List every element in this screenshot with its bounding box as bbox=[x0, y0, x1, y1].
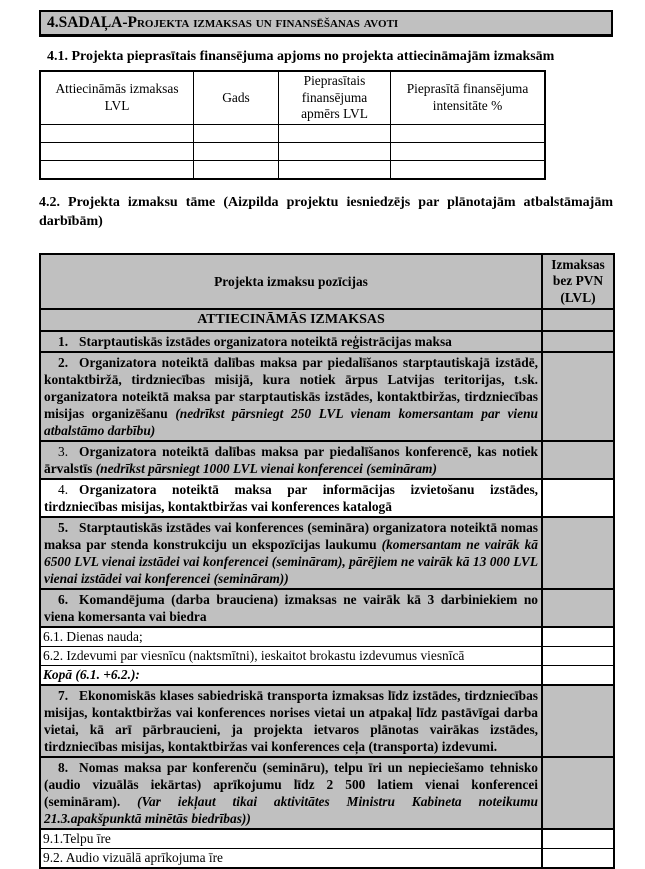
item-text: Starptautiskās izstādes organizatora noteiktā reģistrācijas maksa bbox=[79, 334, 452, 349]
cost-row-7 bbox=[40, 685, 614, 757]
input-cell-r1-izmaksas[interactable] bbox=[40, 124, 194, 142]
cost-row-total-text: Kopā (6.1. +6.2.): bbox=[40, 666, 542, 686]
col-header-izmaksu-pozicijas: Projekta izmaksu pozīcijas bbox=[40, 254, 542, 310]
cost-row-6-2-value-cell[interactable] bbox=[542, 647, 614, 666]
section-4-1-title: 4.1. Projekta pieprasītais finansējuma apjoms no projekta attiecināmajām izmaksām bbox=[47, 48, 613, 66]
financing-table-header-row bbox=[40, 71, 545, 124]
item-number: 7. bbox=[58, 688, 68, 703]
item-note-italic: (Var iekļaut tikai aktivitātes Ministru Kabineta noteikumu 21.3.apakšpunktā minētās biedrības)) bbox=[44, 794, 538, 826]
item-text: Organizatora noteiktā dalības maksa par piedalīšanos starptautiskajā izstādē, kontaktbiržā, tirdzniecības misijā, kura notiek ārpus Latvijas teritorijas, t.sk. organizatora noteiktā maksa par starptautiskās izstādes, kontaktbiržas, tirdzniecības misijas organizēšanu bbox=[44, 355, 538, 421]
cost-row-3 bbox=[40, 441, 614, 479]
cost-row-6 bbox=[40, 589, 614, 627]
item-text: Komandējuma (darba brauciena) izmaksas ne vairāk kā 3 darbiniekiem no viena komersanta vai biedra bbox=[44, 592, 538, 624]
item-note-italic: (nedrīkst pārsniegt 1000 LVL vienai konferencei (semināram) bbox=[96, 461, 437, 476]
cost-row-6-text bbox=[40, 589, 542, 627]
input-cell-r2-intensitate[interactable] bbox=[391, 142, 546, 160]
section-row-label: ATTIECINĀMĀS IZMAKSAS bbox=[40, 309, 542, 331]
cost-row-5 bbox=[40, 517, 614, 589]
cost-row-6-2-text: 6.2. Izdevumi par viesnīcu (naktsmītni), ieskaitot brokastu izdevumus viesnīcā bbox=[40, 647, 542, 666]
cost-row-9-1-value-cell[interactable] bbox=[542, 829, 614, 849]
input-cell-r2-izmaksas[interactable] bbox=[40, 142, 194, 160]
cost-row-6-1 bbox=[40, 627, 614, 647]
cost-row-2-text bbox=[40, 352, 542, 441]
cost-row-5-value-cell[interactable] bbox=[542, 517, 614, 589]
col-header-gads: Gads bbox=[194, 71, 279, 124]
cost-row-6-1-value-cell[interactable] bbox=[542, 627, 614, 647]
item-number: 5. bbox=[58, 520, 68, 535]
input-cell-r1-intensitate[interactable] bbox=[391, 124, 546, 142]
cost-row-1-value-cell[interactable] bbox=[542, 331, 614, 352]
cost-row-9-2 bbox=[40, 849, 614, 869]
cost-row-6-2 bbox=[40, 647, 614, 666]
item-number: 3. bbox=[58, 444, 68, 459]
input-cell-r3-apmers[interactable] bbox=[279, 160, 391, 179]
section-row-attiecinamas-izmaksas bbox=[40, 309, 614, 331]
cost-row-total-6 bbox=[40, 666, 614, 686]
cost-row-8-text bbox=[40, 757, 542, 829]
item-number: 6. bbox=[58, 592, 68, 607]
item-number: 1. bbox=[58, 334, 68, 349]
financing-amount-table bbox=[39, 70, 546, 180]
input-cell-r1-apmers[interactable] bbox=[279, 124, 391, 142]
item-note-italic: (nedrīkst pārsniegt 250 LVL vienam komersantam par vienu atbalstāmo darbību) bbox=[44, 406, 538, 438]
cost-row-8-value-cell[interactable] bbox=[542, 757, 614, 829]
col-header-izmaksas-bez-pvn: Izmaksas bez PVN (LVL) bbox=[542, 254, 614, 310]
cost-row-5-text bbox=[40, 517, 542, 589]
cost-row-2-value-cell[interactable] bbox=[542, 352, 614, 441]
col-header-finansejuma-intensitate: Pieprasītā finansējuma intensitāte % bbox=[391, 71, 546, 124]
item-note-italic: (komersantam ne vairāk kā 6500 LVL vienai izstādei vai konferencei (semināram), pārējiem ne vairāk kā 13 000 LVL vienai izstādei vai konferencei (semināram)) bbox=[44, 537, 538, 586]
cost-row-6-1-text: 6.1. Dienas nauda; bbox=[40, 627, 542, 647]
item-text: Organizatora noteiktā maksa par informācijas izvietošanu izstādes, tirdzniecības misijas, kontaktbiržas vai konferences katalogā bbox=[44, 482, 538, 514]
cost-table-header-row bbox=[40, 254, 614, 310]
cost-row-total-value-cell[interactable] bbox=[542, 666, 614, 686]
cost-row-3-text bbox=[40, 441, 542, 479]
input-cell-r2-gads[interactable] bbox=[194, 142, 279, 160]
cost-row-9-2-value-cell[interactable] bbox=[542, 849, 614, 869]
input-cell-r3-gads[interactable] bbox=[194, 160, 279, 179]
col-header-attiecinamas-izmaksas: Attiecināmās izmaksas LVL bbox=[40, 71, 194, 124]
cost-row-1-text bbox=[40, 331, 542, 352]
item-text: Ekonomiskās klases sabiedriskā transporta izmaksas līdz izstādes, tirdzniecības misijas, kontaktbiržas vai konferences norises vietai un atpakaļ līdz pastāvīgai darba vietai, kā arī pārbraucieni, ja projekta ietvaros plānotas vairākas izstādes, tirdzniecības misijas, kontaktbiržas vai konferences ceļa (transporta) izdevumi. bbox=[44, 688, 538, 754]
input-cell-r3-intensitate[interactable] bbox=[391, 160, 546, 179]
financing-table-row-3 bbox=[40, 160, 545, 179]
cost-row-7-text bbox=[40, 685, 542, 757]
section-4-header: 4.SADAĻA-Projekta izmaksas un finansēšanas avoti bbox=[39, 10, 613, 37]
section-row-value-cell bbox=[542, 309, 614, 331]
cost-row-4-text bbox=[40, 479, 542, 517]
cost-row-3-value-cell[interactable] bbox=[542, 441, 614, 479]
cost-row-2 bbox=[40, 352, 614, 441]
financing-table-row-2 bbox=[40, 142, 545, 160]
item-text: Starptautiskās izstādes vai konferences (semināra) organizatora noteiktā nomas maksa par stenda konstrukciju un ekspozīcijas laukumu bbox=[44, 520, 538, 552]
cost-row-8 bbox=[40, 757, 614, 829]
cost-row-9-1 bbox=[40, 829, 614, 849]
item-number: 8. bbox=[58, 760, 68, 775]
item-text: Nomas maksa par konferenču (semināru), telpu īri un nepieciešamo tehnisko (audio vizuālās iekārtas) aprīkojumu līdz 2 500 latiem vienai konferencei (semināram). bbox=[44, 760, 538, 809]
cost-row-4-value-cell[interactable] bbox=[542, 479, 614, 517]
item-number: 2. bbox=[58, 355, 68, 370]
cost-row-9-2-text: 9.2. Audio vizuālā aprīkojuma īre bbox=[40, 849, 542, 869]
input-cell-r1-gads[interactable] bbox=[194, 124, 279, 142]
item-text: Organizatora noteiktā dalības maksa par piedalīšanos konferencē, kas notiek ārvalstīs bbox=[44, 444, 538, 476]
input-cell-r2-apmers[interactable] bbox=[279, 142, 391, 160]
cost-row-1 bbox=[40, 331, 614, 352]
cost-estimate-table bbox=[39, 253, 615, 869]
financing-table-row-1 bbox=[40, 124, 545, 142]
cost-row-6-value-cell[interactable] bbox=[542, 589, 614, 627]
cost-row-4 bbox=[40, 479, 614, 517]
item-number: 4. bbox=[58, 482, 68, 497]
col-header-pieprasitais-finansejums: Pieprasītais finansējuma apmērs LVL bbox=[279, 71, 391, 124]
input-cell-r3-izmaksas[interactable] bbox=[40, 160, 194, 179]
cost-row-9-1-text: 9.1.Telpu īre bbox=[40, 829, 542, 849]
section-4-2-title: 4.2. Projekta izmaksu tāme (Aizpilda projektu iesniedzējs par plānotajām atbalstāmajām darbībām) bbox=[39, 193, 613, 250]
cost-row-7-value-cell[interactable] bbox=[542, 685, 614, 757]
